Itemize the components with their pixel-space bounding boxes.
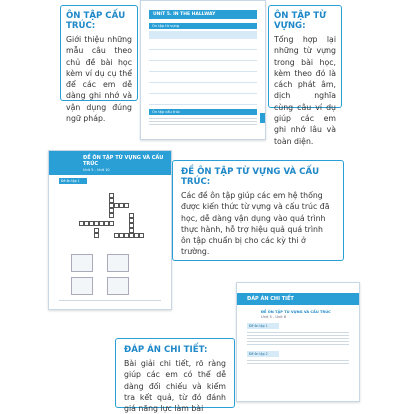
vocab-table [149, 31, 257, 105]
vocabulary-callout-title: ÔN TẬP TỪ VỰNG: [274, 11, 327, 31]
page-number-tab [260, 113, 265, 123]
picture-thumbnail [107, 254, 129, 272]
answer-subsection-1: Đề ôn tập 1 [247, 323, 279, 329]
picture-thumbnail [71, 277, 93, 295]
answer-header-bar [237, 293, 359, 305]
review-callout-body: Các đề ôn tập giúp các em hệ thống được kiến thức từ vựng và cấu trúc đã học, dễ dàng vận dụng vào quá trình thực hành, hỗ trợ hiệu quả quá trình ôn tập chuẩn bị cho các kỳ thi ở trường. [181, 191, 330, 257]
answer-header: ĐÁP ÁN CHI TIẾT [247, 296, 294, 302]
answers-callout-body: Bài giải chi tiết, rõ ràng giúp các em có thể dễ dàng đối chiếu và kiểm tra kết quả, từ đó đánh giá năng lực làm bài [124, 359, 226, 414]
picture-thumbnail [71, 254, 93, 272]
unit-page-thumbnail [140, 0, 266, 140]
structure-callout-title: ÔN TẬP CẤU TRÚC: [66, 11, 126, 31]
answers-callout-title: ĐÁP ÁN CHI TIẾT: [124, 345, 208, 355]
review-callout-title: ĐỀ ÔN TẬP TỪ VỰNG VÀ CẤU TRÚC: [181, 167, 320, 187]
answer-lines-2 [247, 360, 349, 364]
structure-section-heading: Ôn tập cấu trúc [149, 109, 257, 115]
structure-callout [60, 5, 138, 124]
vocabulary-callout-body: Tổng hợp lại những từ vựng trong bài học, kèm theo đó là cách phát âm, dịch nghĩa cùng câu ví dụ giúp các em ghi nhớ lâu và toàn diện. [274, 35, 336, 146]
answer-lines [247, 332, 349, 345]
review-page-thumbnail [48, 150, 172, 310]
answer-subsection-2: Đề ôn tập 2 [247, 351, 279, 357]
picture-thumbnail [107, 277, 129, 295]
answer-page-thumbnail [236, 282, 360, 402]
answer-inner-header: ĐỀ ÔN TẬP TỪ VỰNG VÀ CẤU TRÚC Unit 5 - Unit 8 [261, 310, 331, 319]
structure-callout-body: Giới thiệu những mẫu câu theo chủ đề bài học kèm ví dụ cụ thể để các em dễ dàng ghi nhớ và vận dụng đúng ngữ pháp. [66, 35, 132, 124]
unit-title: UNIT 5. IN THE HALLWAY [153, 12, 216, 17]
unit-title-bar [149, 10, 257, 19]
review-subheader: Unit 5 - Unit 10 [83, 168, 110, 172]
structure-lines [149, 118, 257, 125]
crossword-grid [79, 193, 149, 248]
review-callout [172, 160, 344, 261]
vocab-section-heading: Ôn tập từ vựng [149, 23, 257, 29]
vocabulary-callout [268, 5, 342, 146]
review-header: ĐỀ ÔN TẬP TỪ VỰNG VÀ CẤU TRÚC [83, 155, 164, 167]
answers-callout [115, 338, 235, 414]
review-header-bar [49, 151, 171, 175]
review-tag: Đề ôn tập 1 [59, 178, 87, 184]
